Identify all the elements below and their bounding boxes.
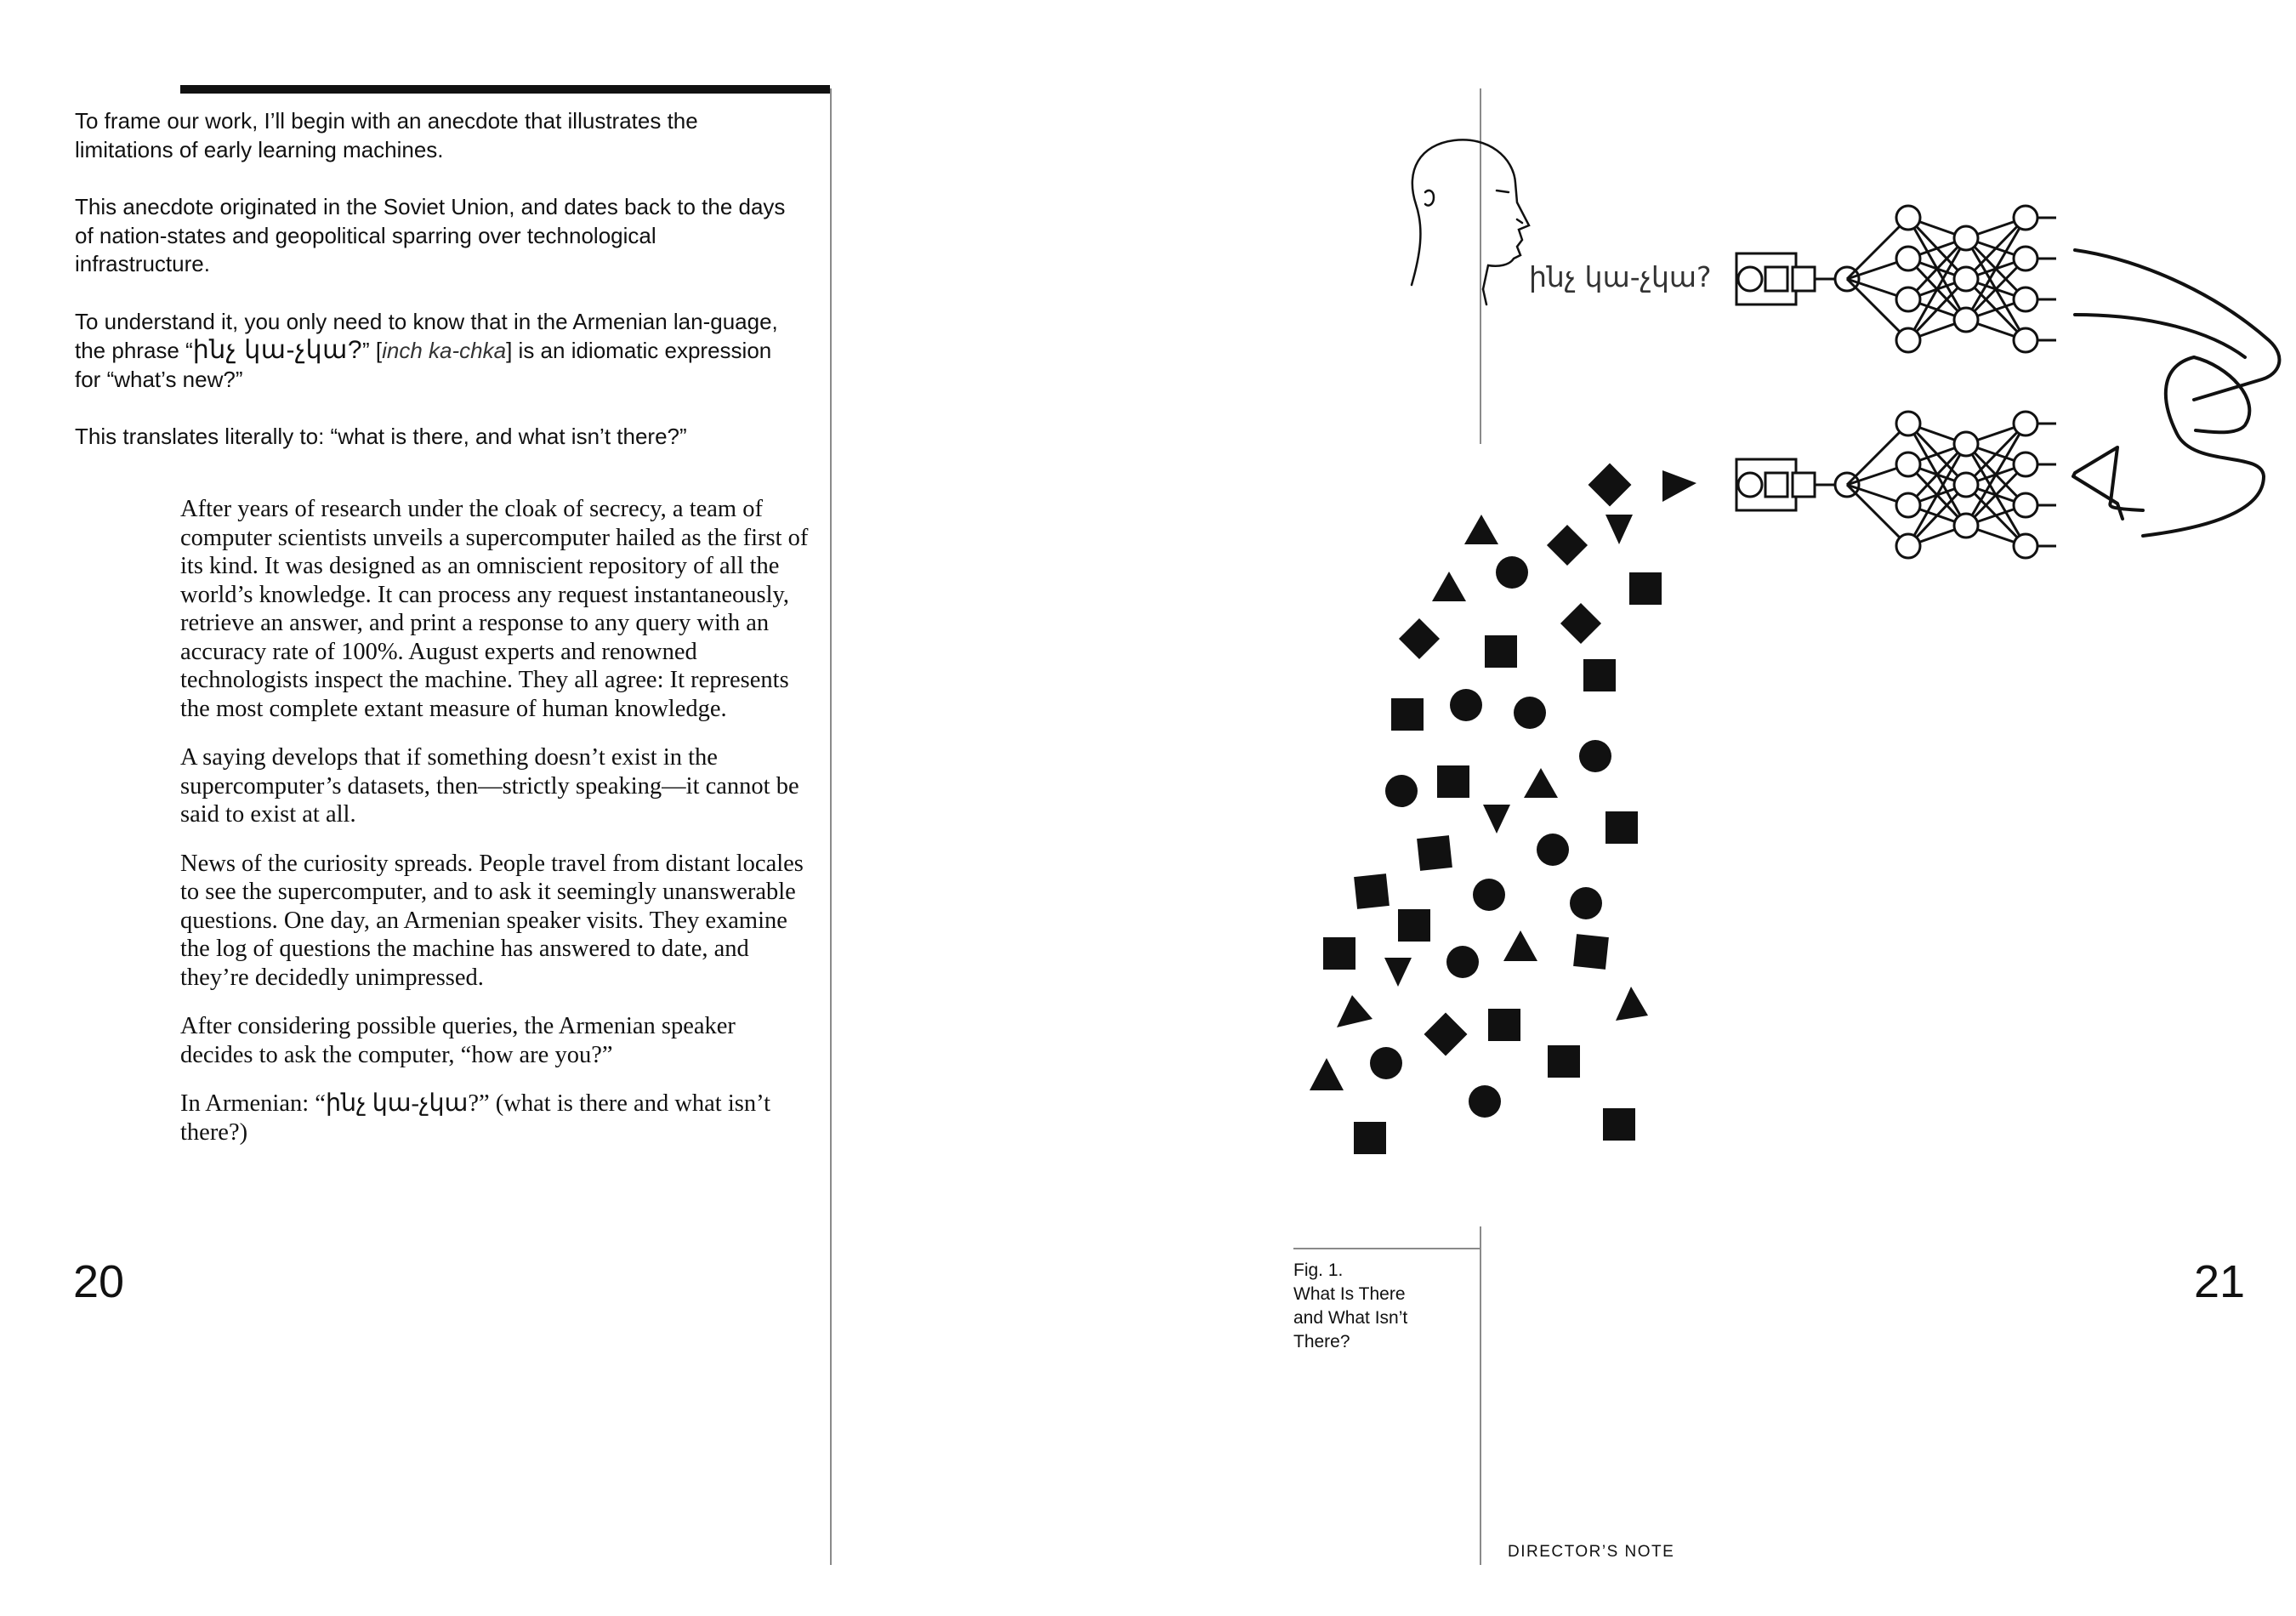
shape-square (1398, 909, 1430, 942)
shape-diamond (1399, 618, 1440, 659)
intro-paragraph: This anecdote originated in the Soviet Union, and dates back to the days of nation-states and geopolitical sparring over technological infrastructure. (75, 194, 786, 276)
shape-circle (1370, 1047, 1402, 1079)
caption-line: There? (1293, 1332, 1350, 1351)
story-paragraph: A saying develops that if something doesn’t exist in the supercomputer’s datasets, then—strictly speaking—it cannot be said to exist at all. (180, 744, 799, 828)
story-paragraph: News of the curiosity spreads. People travel from distant locales to see the supercomputer, and to ask it seemingly unanswerable questions. One day, an Armenian speaker visits. They examine the log of questions the machine has answered to date, and they’re decidedly unimpressed. (180, 850, 804, 991)
shape-diamond (1560, 603, 1601, 644)
neural-network-icon (1736, 412, 2056, 558)
page-number-left: 20 (73, 1256, 125, 1307)
shape-triangle (1483, 805, 1510, 834)
lang-text-after: ] is an idiomatic expression for “what’s new?” (75, 338, 772, 392)
shape-square (1323, 937, 1355, 970)
shape-square (1605, 811, 1638, 844)
shape-triangle (1464, 515, 1498, 544)
shape-square (1485, 635, 1517, 668)
shape-square (1548, 1045, 1580, 1078)
armenian-phrase: ինչ կա-չկա? (192, 336, 363, 364)
translation-paragraph: This translates literally to: “what is there, and what isn’t there?” (75, 424, 687, 449)
shape-square (1354, 873, 1390, 909)
shape-circle (1570, 887, 1602, 919)
shape-triangle (1616, 987, 1648, 1021)
page-number-right: 21 (2194, 1256, 2246, 1307)
shape-triangle (1384, 958, 1412, 987)
shape-square (1437, 765, 1469, 798)
shape-diamond (1588, 464, 1632, 507)
shape-triangle (1432, 572, 1466, 601)
lang-text-between: ” [ (362, 338, 383, 363)
shape-diamond (1547, 525, 1588, 566)
intro-paragraph: To frame our work, I’ll begin with an anecdote that illustrates the limitations of early learning machines. (75, 108, 698, 162)
shape-circle (1473, 879, 1505, 911)
story-paragraph: In Armenian: “ինչ կա-չկա?” (what is there and what isn’t there?) (180, 1090, 770, 1146)
shape-circle (1450, 689, 1482, 721)
caption-line: Fig. 1. (1293, 1260, 1344, 1280)
head-profile-icon (1412, 139, 1529, 304)
shape-circle (1514, 697, 1546, 729)
transliteration: inch ka-chka (382, 338, 507, 363)
shape-circle (1385, 775, 1418, 807)
shape-circle (1469, 1085, 1501, 1118)
shape-diamond (1424, 1013, 1468, 1056)
lang-text-before: To understand it, you only need to know that in the Armenian lan-guage, the phrase “ (75, 308, 778, 363)
arrow-icon (1662, 470, 1696, 502)
shape-square (1573, 934, 1609, 970)
shape-square (1603, 1108, 1635, 1141)
shape-triangle (1524, 768, 1558, 798)
story-paragraph: After considering possible queries, the Armenian speaker decides to ask the computer, “how are you?” (180, 1013, 736, 1068)
caption-line: What Is There (1293, 1284, 1406, 1304)
shape-circle (1446, 946, 1479, 978)
figure-caption (1293, 1259, 1438, 1354)
shape-circle (1496, 556, 1528, 589)
shape-square (1354, 1122, 1386, 1154)
shape-square (1417, 835, 1452, 871)
running-head: DIRECTOR’S NOTE (1508, 1543, 1675, 1561)
shape-square (1629, 572, 1662, 605)
shape-field (1310, 464, 1662, 1154)
shape-triangle (1503, 930, 1537, 961)
neural-network-icon (1736, 206, 2056, 352)
shape-triangle (1605, 515, 1633, 544)
shape-square (1391, 698, 1424, 731)
shape-triangle (1310, 1058, 1344, 1090)
caption-line: and What Isn’t (1293, 1308, 1408, 1328)
shape-square (1488, 1009, 1520, 1041)
ribbon-arrow-icon (2073, 250, 2279, 536)
shape-circle (1537, 834, 1569, 866)
story-paragraph: After years of research under the cloak of secrecy, a team of computer scientists unveils a supercomputer hailed as the first of its kind. It was designed as an omniscient repository of all the world’s knowledge. It can process any request instantaneously, retrieve an answer, and print a response to any query with an accuracy rate of 100%. August experts and renowned technologists inspect the machine. They all agree: It represents the most complete extant measure of human knowledge. (180, 496, 809, 722)
shape-square (1583, 659, 1616, 691)
shape-triangle (1337, 995, 1372, 1027)
shape-circle (1579, 740, 1611, 772)
figure-speech-label: ինչ կա-չկա? (1529, 260, 1712, 293)
